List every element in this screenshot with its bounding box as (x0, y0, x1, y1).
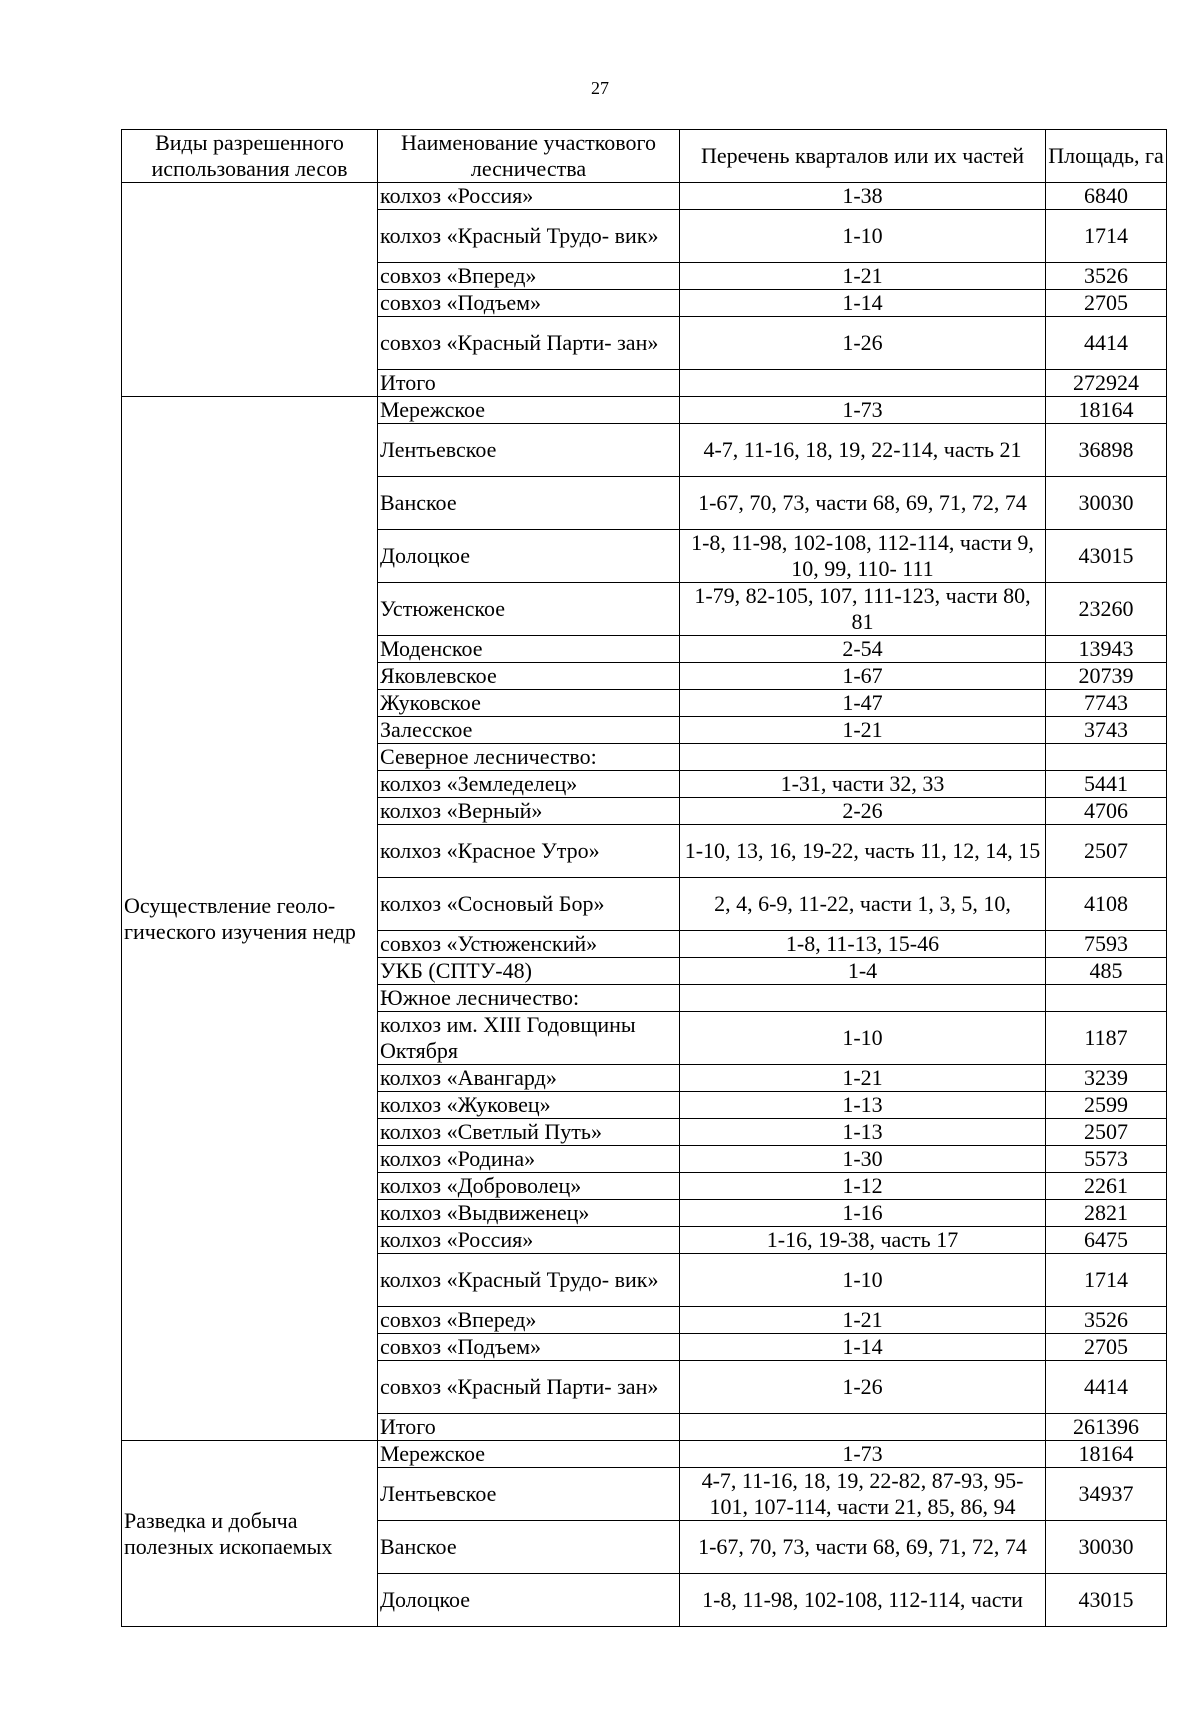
area-cell: 43015 (1046, 1574, 1167, 1627)
table-row (122, 397, 1167, 424)
header-area: Площадь, га (1046, 130, 1167, 183)
area-cell: 3743 (1046, 717, 1167, 744)
area-cell: 1714 (1046, 210, 1167, 263)
area-cell: 13943 (1046, 636, 1167, 663)
quarters-cell: 1-16, 19-38, часть 17 (680, 1227, 1046, 1254)
area-cell: 20739 (1046, 663, 1167, 690)
area-cell: 4414 (1046, 1361, 1167, 1414)
forestry-name-cell: колхоз «Россия» (378, 1227, 680, 1254)
forestry-name-cell: Итого (378, 370, 680, 397)
quarters-cell (680, 370, 1046, 397)
area-cell: 2507 (1046, 1119, 1167, 1146)
forestry-name-cell: колхоз «Родина» (378, 1146, 680, 1173)
forestry-name-cell: Мережское (378, 1441, 680, 1468)
forestry-name-cell: колхоз «Земледелец» (378, 771, 680, 798)
forestry-name-cell: совхоз «Устюженский» (378, 931, 680, 958)
area-cell: 5441 (1046, 771, 1167, 798)
quarters-cell: 1-8, 11-98, 102-108, 112-114, части (680, 1574, 1046, 1627)
area-cell: 4108 (1046, 878, 1167, 931)
forestry-name-cell: Мережское (378, 397, 680, 424)
area-cell: 36898 (1046, 424, 1167, 477)
quarters-cell: 4-7, 11-16, 18, 19, 22-82, 87-93, 95- 101, 107-114, части 21, 85, 86, 94 (680, 1468, 1046, 1521)
quarters-cell (680, 1414, 1046, 1441)
use-type-cell (122, 183, 378, 397)
forestry-name-cell: Ванское (378, 1521, 680, 1574)
forestry-name-cell: колхоз «Верный» (378, 798, 680, 825)
quarters-cell: 1-10 (680, 1012, 1046, 1065)
area-cell: 6475 (1046, 1227, 1167, 1254)
area-cell: 1187 (1046, 1012, 1167, 1065)
quarters-cell: 1-14 (680, 290, 1046, 317)
forestry-name-cell: Итого (378, 1414, 680, 1441)
quarters-cell: 1-8, 11-13, 15-46 (680, 931, 1046, 958)
area-cell: 43015 (1046, 530, 1167, 583)
quarters-cell: 1-73 (680, 397, 1046, 424)
quarters-cell: 2-26 (680, 798, 1046, 825)
area-cell: 34937 (1046, 1468, 1167, 1521)
forestry-name-cell: колхоз им. XIII Годовщины Октября (378, 1012, 680, 1065)
forestry-name-cell: колхоз «Красное Утро» (378, 825, 680, 878)
area-cell: 2705 (1046, 1334, 1167, 1361)
quarters-cell: 1-16 (680, 1200, 1046, 1227)
area-cell: 18164 (1046, 1441, 1167, 1468)
quarters-cell (680, 985, 1046, 1012)
table-body (122, 183, 1167, 1627)
quarters-cell: 1-4 (680, 958, 1046, 985)
area-cell: 3239 (1046, 1065, 1167, 1092)
forestry-name-cell: Лентьевское (378, 1468, 680, 1521)
quarters-cell: 1-10 (680, 210, 1046, 263)
area-cell: 30030 (1046, 1521, 1167, 1574)
quarters-cell: 1-26 (680, 317, 1046, 370)
area-cell: 3526 (1046, 1307, 1167, 1334)
quarters-cell: 1-12 (680, 1173, 1046, 1200)
quarters-cell: 1-67, 70, 73, части 68, 69, 71, 72, 74 (680, 1521, 1046, 1574)
quarters-cell: 1-13 (680, 1092, 1046, 1119)
forestry-name-cell: Устюженское (378, 583, 680, 636)
quarters-cell: 2-54 (680, 636, 1046, 663)
area-cell (1046, 985, 1167, 1012)
quarters-cell: 1-10 (680, 1254, 1046, 1307)
header-forestry-name: Наименование участкового лесничества (378, 130, 680, 183)
quarters-cell: 1-21 (680, 1307, 1046, 1334)
use-type-cell: Осуществление геоло- гического изучения недр (122, 397, 378, 1441)
area-cell: 6840 (1046, 183, 1167, 210)
forestry-name-cell: колхоз «Выдвиженец» (378, 1200, 680, 1227)
forestry-name-cell: совхоз «Красный Парти- зан» (378, 1361, 680, 1414)
quarters-cell: 1-26 (680, 1361, 1046, 1414)
forestry-name-cell: Жуковское (378, 690, 680, 717)
forestry-name-cell: совхоз «Подъем» (378, 290, 680, 317)
forestry-name-cell: совхоз «Красный Парти- зан» (378, 317, 680, 370)
area-cell: 485 (1046, 958, 1167, 985)
table-row (122, 1441, 1167, 1468)
area-cell: 261396 (1046, 1414, 1167, 1441)
quarters-cell: 1-21 (680, 1065, 1046, 1092)
page-number: 27 (591, 78, 609, 98)
forestry-name-cell: совхоз «Вперед» (378, 263, 680, 290)
quarters-cell: 1-8, 11-98, 102-108, 112-114, части 9, 10, 99, 110- 111 (680, 530, 1046, 583)
forestry-name-cell: Долоцкое (378, 1574, 680, 1627)
area-cell: 18164 (1046, 397, 1167, 424)
area-cell: 23260 (1046, 583, 1167, 636)
header-quarters: Перечень кварталов или их частей (680, 130, 1046, 183)
area-cell: 1714 (1046, 1254, 1167, 1307)
area-cell: 2821 (1046, 1200, 1167, 1227)
forestry-name-cell: колхоз «Авангард» (378, 1065, 680, 1092)
forestry-name-cell: Моденское (378, 636, 680, 663)
area-cell: 2507 (1046, 825, 1167, 878)
area-cell: 2705 (1046, 290, 1167, 317)
forest-use-table (121, 129, 1167, 1627)
forestry-name-cell: Лентьевское (378, 424, 680, 477)
quarters-cell: 1-73 (680, 1441, 1046, 1468)
quarters-cell (680, 744, 1046, 771)
area-cell (1046, 744, 1167, 771)
quarters-cell: 1-10, 13, 16, 19-22, часть 11, 12, 14, 15 (680, 825, 1046, 878)
forestry-name-cell: колхоз «Красный Трудо- вик» (378, 210, 680, 263)
forestry-name-cell: Северное лесничество: (378, 744, 680, 771)
forestry-name-cell: Яковлевское (378, 663, 680, 690)
area-cell: 4414 (1046, 317, 1167, 370)
forestry-name-cell: колхоз «Доброволец» (378, 1173, 680, 1200)
area-cell: 2261 (1046, 1173, 1167, 1200)
quarters-cell: 1-21 (680, 717, 1046, 744)
table-row (122, 183, 1167, 210)
quarters-cell: 1-47 (680, 690, 1046, 717)
area-cell: 30030 (1046, 477, 1167, 530)
forestry-name-cell: Южное лесничество: (378, 985, 680, 1012)
quarters-cell: 1-30 (680, 1146, 1046, 1173)
area-cell: 2599 (1046, 1092, 1167, 1119)
forestry-name-cell: совхоз «Вперед» (378, 1307, 680, 1334)
forestry-name-cell: Долоцкое (378, 530, 680, 583)
quarters-cell: 1-67 (680, 663, 1046, 690)
quarters-cell: 4-7, 11-16, 18, 19, 22-114, часть 21 (680, 424, 1046, 477)
forestry-name-cell: совхоз «Подъем» (378, 1334, 680, 1361)
quarters-cell: 1-31, части 32, 33 (680, 771, 1046, 798)
forestry-name-cell: колхоз «Красный Трудо- вик» (378, 1254, 680, 1307)
area-cell: 3526 (1046, 263, 1167, 290)
quarters-cell: 1-13 (680, 1119, 1046, 1146)
forestry-name-cell: колхоз «Светлый Путь» (378, 1119, 680, 1146)
use-type-cell: Разведка и добыча полезных ископаемых (122, 1441, 378, 1627)
quarters-cell: 2, 4, 6-9, 11-22, части 1, 3, 5, 10, (680, 878, 1046, 931)
area-cell: 272924 (1046, 370, 1167, 397)
area-cell: 4706 (1046, 798, 1167, 825)
area-cell: 5573 (1046, 1146, 1167, 1173)
forestry-name-cell: колхоз «Россия» (378, 183, 680, 210)
area-cell: 7593 (1046, 931, 1167, 958)
quarters-cell: 1-38 (680, 183, 1046, 210)
area-cell: 7743 (1046, 690, 1167, 717)
forestry-name-cell: колхоз «Жуковец» (378, 1092, 680, 1119)
table-header-row (122, 130, 1167, 183)
forestry-name-cell: Залесское (378, 717, 680, 744)
quarters-cell: 1-79, 82-105, 107, 111-123, части 80, 81 (680, 583, 1046, 636)
quarters-cell: 1-21 (680, 263, 1046, 290)
quarters-cell: 1-67, 70, 73, части 68, 69, 71, 72, 74 (680, 477, 1046, 530)
forestry-name-cell: Ванское (378, 477, 680, 530)
quarters-cell: 1-14 (680, 1334, 1046, 1361)
forestry-name-cell: УКБ (СПТУ-48) (378, 958, 680, 985)
header-use-type: Виды разрешенного использования лесов (122, 130, 378, 183)
forestry-name-cell: колхоз «Сосновый Бор» (378, 878, 680, 931)
